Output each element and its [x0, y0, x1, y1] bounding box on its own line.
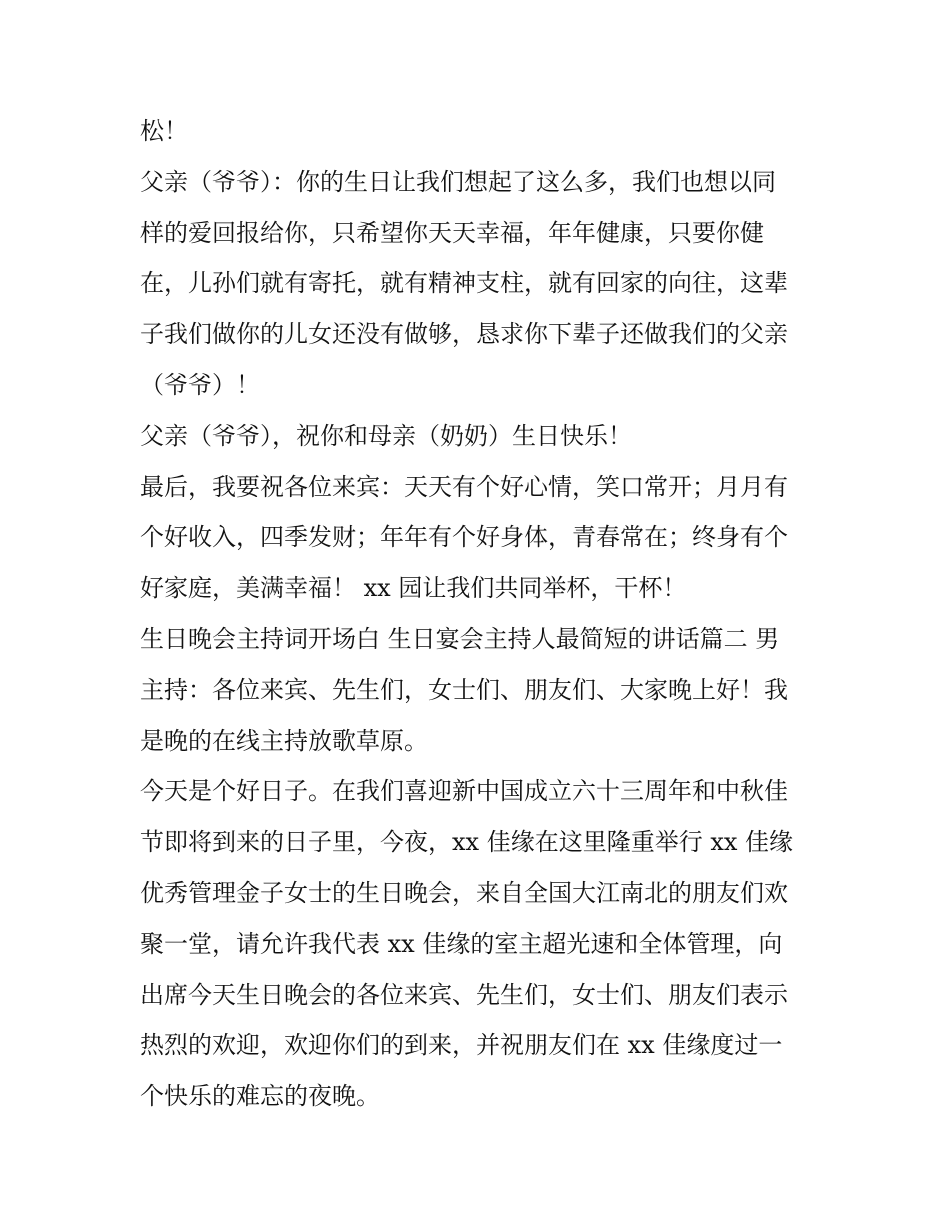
text-line: 最后，我要祝各位来宾：天天有个好心情，笑口常开；月月有 [140, 472, 788, 501]
text-line: 在，儿孙们就有寄托，就有精神支柱，就有回家的向往，这辈 [140, 269, 788, 298]
text-line: 个快乐的难忘的夜晚。 [140, 1082, 380, 1111]
text-line: 热烈的欢迎，欢迎你们的到来，并祝朋友们在 xx 佳缘度过一 [140, 1031, 783, 1060]
text-line: 优秀管理金子女士的生日晚会，来自全国大江南北的朋友们欢 [140, 878, 788, 907]
text-line: （爷爷）！ [140, 370, 260, 399]
text-line: 是晚的在线主持放歌草原。 [140, 726, 428, 755]
text-line: 松！ [140, 117, 188, 145]
text-line: 今天是个好日子。在我们喜迎新中国成立六十三周年和中秋佳 [140, 777, 788, 806]
text-line: 主持：各位来宾、先生们，女士们、朋友们、大家晚上好！我 [140, 675, 788, 704]
text-line: 父亲（爷爷）：你的生日让我们想起了这么多，我们也想以同 [140, 167, 776, 196]
text-line: 样的爱回报给你，只希望你天天幸福，年年健康，只要你健 [140, 218, 764, 247]
text-line: 好家庭，美满幸福！ xx 园让我们共同举杯，干杯！ [140, 574, 687, 603]
text-line: 出席今天生日晚会的各位来宾、先生们，女士们、朋友们表示 [140, 980, 788, 1009]
document-body [140, 106, 830, 1122]
text-line: 父亲（爷爷），祝你和母亲（奶奶）生日快乐！ [140, 421, 632, 450]
text-line: 生日晚会主持词开场白 生日宴会主持人最简短的讲话篇二 男 [140, 624, 780, 653]
text-line: 子我们做你的儿女还没有做够，恳求你下辈子还做我们的父亲 [140, 320, 788, 349]
text-line: 节即将到来的日子里，今夜，xx 佳缘在这里隆重举行 xx 佳缘 [140, 828, 794, 857]
text-line: 个好收入，四季发财；年年有个好身体，青春常在；终身有个 [140, 523, 788, 552]
text-line: 聚一堂，请允许我代表 xx 佳缘的室主超光速和全体管理，向 [140, 929, 783, 958]
